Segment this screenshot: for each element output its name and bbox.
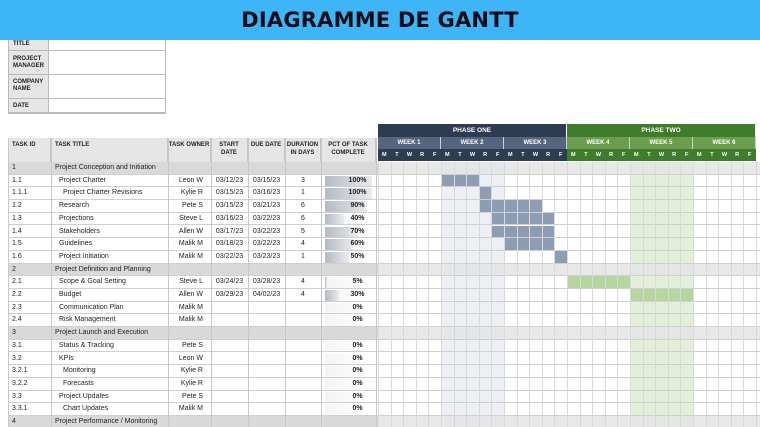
day-header: M [441,149,454,161]
info-row-company-name [9,75,165,99]
table-row[interactable] [8,314,760,327]
column-header-owner[interactable]: TASK OWNER [168,138,211,162]
day-divider [680,162,681,427]
cell-due: 03/21/23 [252,202,281,210]
table-row[interactable] [8,340,760,353]
cell-start: 03/15/23 [215,189,244,197]
column-header-id[interactable]: TASK ID [8,138,51,162]
table-row[interactable] [8,238,760,251]
column-header-title[interactable]: TASK TITLE [51,138,168,162]
cell-title[interactable]: Stakeholders [59,227,100,235]
day-divider [517,162,518,427]
day-divider [718,162,719,427]
cell-title[interactable]: Communication Plan [59,303,124,311]
day-divider [542,162,543,427]
cell-owner: Pete S [181,392,203,400]
table-row[interactable] [8,226,760,239]
cell-title[interactable]: Project Charter [59,176,107,184]
cell-id: 2.4 [12,316,22,324]
cell-dur: 6 [301,214,305,222]
cell-dur: 4 [301,291,305,298]
group-row[interactable] [8,327,760,340]
column-divider [321,138,322,427]
day-header: W [403,149,416,161]
day-header: F [680,149,693,161]
column-divider [285,138,286,427]
cell-id: 2 [12,265,16,273]
day-header: M [567,149,580,161]
cell-id: 3 [12,329,16,337]
day-divider [403,162,404,427]
cell-id: 3.1 [12,341,22,349]
pct-complete: 0% [352,405,363,413]
cell-owner: Pete S [181,202,203,210]
day-header: T [517,149,530,161]
pct-complete: 40% [350,214,365,222]
cell-owner: Pete S [181,341,203,349]
cell-id: 1.5 [12,240,22,248]
cell-id: 3.3.1 [12,405,28,413]
pct-complete: 60% [350,240,365,248]
table-row[interactable] [8,187,760,200]
week-header-5: WEEK 5 [630,137,693,149]
day-header: R [479,149,492,161]
day-divider [416,162,417,427]
cell-start: 03/18/23 [215,240,244,248]
cell-title[interactable]: Guidelines [59,240,93,248]
pct-complete: 0% [352,341,363,349]
day-header: W [466,149,479,161]
cell-owner: Allen W [178,227,203,235]
cell-title[interactable]: Project Launch and Execution [55,329,149,337]
day-divider [630,162,631,427]
day-header: R [416,149,429,161]
cell-title[interactable]: Research [59,202,89,210]
day-divider [428,162,429,427]
table-row[interactable] [8,403,760,416]
cell-title[interactable]: Project Conception and Initiation [55,164,156,171]
cell-title[interactable]: Project Performance / Monitoring [55,418,158,425]
column-divider [248,138,249,427]
cell-id: 3.3 [12,392,22,400]
cell-owner: Malik M [178,240,203,248]
cell-id: 2.1 [12,278,22,286]
group-row-gantt-bg [378,416,760,427]
cell-owner: Allen W [178,291,203,298]
info-label-project-manager: PROJECT MANAGER [9,51,49,74]
cell-id: 1.3 [12,214,22,222]
day-divider [454,162,455,427]
cell-dur [285,416,321,427]
info-value-project-manager[interactable] [49,51,165,74]
cell-dur: 1 [301,252,305,260]
cell-due [248,416,285,427]
cell-title[interactable]: Projections [59,214,94,222]
table-row[interactable] [8,353,760,366]
cell-title[interactable]: Project Initiation [59,252,109,260]
cell-dur: 4 [301,278,305,286]
table-row[interactable] [8,213,760,226]
day-divider [592,162,593,427]
cell-id: 2.3 [12,303,22,311]
day-header: T [580,149,593,161]
day-divider [605,162,606,427]
pct-complete: 50% [350,252,365,260]
pct-complete: 0% [352,316,363,324]
day-header: R [731,149,744,161]
day-divider [378,162,379,427]
day-divider [554,162,555,427]
cell-owner: Kylie R [180,379,203,387]
pct-complete: 0% [352,354,363,362]
day-header: W [655,149,668,161]
page-title: DIAGRAMME DE GANTT [241,8,519,32]
cell-owner: Leon W [178,176,203,184]
cell-title[interactable]: Project Updates [59,392,109,400]
group-row[interactable] [8,264,760,277]
cell-dur: 5 [301,227,305,235]
column-divider [211,138,212,427]
day-divider [743,162,744,427]
week-header-3: WEEK 3 [504,137,567,149]
info-value-date[interactable] [49,99,165,112]
cell-title[interactable]: Scope & Goal Setting [59,278,126,286]
cell-title[interactable]: Risk Management [59,316,116,324]
pct-complete: 90% [350,202,365,210]
table-row[interactable] [8,251,760,264]
day-divider [693,162,694,427]
day-header: M [693,149,706,161]
cell-title[interactable]: Budget [59,291,82,298]
day-header: R [605,149,618,161]
cell-title[interactable]: Status & Tracking [59,341,114,349]
day-header: M [504,149,517,161]
cell-due: 04/02/23 [252,291,281,298]
column-header-start[interactable]: START DATE [211,138,248,162]
cell-title[interactable]: Project Definition and Planning [55,265,151,273]
column-header-due[interactable]: DUE DATE [248,138,285,162]
cell-due: 03/23/23 [252,252,281,260]
cell-id: 3.2.1 [12,367,28,375]
cell-id: 1.4 [12,227,22,235]
cell-owner: Kylie R [180,367,203,375]
group-row[interactable] [8,162,760,175]
info-value-company-name[interactable] [49,75,165,98]
table-row[interactable] [8,302,760,315]
cell-owner: Steve L [179,214,203,222]
cell-id: 4 [12,418,16,425]
cell-dur: 1 [301,189,305,197]
day-header: F [743,149,756,161]
cell-due: 03/22/23 [252,240,281,248]
cell-due: 03/16/23 [252,189,281,197]
cell-owner: Malik M [178,405,203,413]
phase-header-2: PHASE TWO [567,124,756,137]
cell-id: 3.2 [12,354,22,362]
day-divider [466,162,467,427]
cell-start: 03/17/23 [215,227,244,235]
day-divider [756,162,757,427]
cell-start: 03/15/23 [215,202,244,210]
cell-owner: Steve L [179,278,203,286]
cell-due: 03/22/23 [252,227,281,235]
day-divider [479,162,480,427]
day-header: M [630,149,643,161]
week-header-4: WEEK 4 [567,137,630,149]
info-row-date [9,99,165,113]
cell-dur: 6 [301,202,305,210]
cell-title[interactable]: Forecasts [63,379,94,387]
cell-owner: Leon W [178,354,203,362]
pct-complete: 70% [350,227,365,235]
day-header: F [554,149,567,161]
day-divider [491,162,492,427]
column-divider [168,138,169,427]
day-header: W [592,149,605,161]
pct-complete: 0% [352,379,363,387]
day-divider [441,162,442,427]
column-divider [51,138,52,427]
day-divider [731,162,732,427]
cell-due: 03/15/23 [252,176,281,184]
cell-owner: Malik M [178,303,203,311]
cell-dur: 3 [301,176,305,184]
day-header: M [378,149,391,161]
day-header: T [454,149,467,161]
week-header-1: WEEK 1 [378,137,441,149]
cell-due: 03/22/23 [252,214,281,222]
day-header: W [529,149,542,161]
table-row[interactable] [8,378,760,391]
column-divider [376,138,377,427]
column-divider [8,138,9,427]
cell-title[interactable]: Chart Updates [63,405,109,413]
column-header-dur[interactable]: DURATION IN DAYS [285,138,321,162]
day-divider [668,162,669,427]
cell-start: 03/24/23 [215,278,244,286]
info-row-title [9,40,165,51]
day-divider [567,162,568,427]
info-label-company-name: COMPANY NAME [9,75,49,98]
cell-id: 1.1 [12,176,22,184]
cell-id: 3.2.2 [12,379,28,387]
cell-start: 03/12/23 [215,176,244,184]
phase-header-1: PHASE ONE [378,124,567,137]
week-header-6: WEEK 6 [693,137,756,149]
info-label-date: DATE [9,99,49,112]
cell-start: 03/16/23 [215,214,244,222]
day-header: F [491,149,504,161]
cell-owner: Malik M [178,316,203,324]
cell-id: 1 [12,164,16,171]
day-divider [617,162,618,427]
table-row[interactable] [8,289,760,302]
day-header: T [643,149,656,161]
pct-complete: 0% [352,392,363,400]
info-row-project-manager [9,51,165,75]
cell-start: 03/29/23 [215,291,244,298]
pct-complete: 0% [352,303,363,311]
day-divider [643,162,644,427]
cell-due: 03/28/23 [252,278,281,286]
pct-complete: 30% [350,291,365,298]
cell-owner: Malik M [178,252,203,260]
cell-owner: Kylie R [180,189,203,197]
pct-complete: 0% [352,367,363,375]
cell-start: 03/22/23 [215,252,244,260]
pct-complete: 100% [348,176,367,184]
day-divider [580,162,581,427]
pct-complete: 5% [352,278,363,286]
table-row[interactable] [8,365,760,378]
day-header: F [617,149,630,161]
day-header: R [668,149,681,161]
cell-start [211,416,248,427]
cell-title[interactable]: Project Charter Revisions [63,189,143,197]
day-header: T [706,149,719,161]
day-divider [655,162,656,427]
day-header: F [428,149,441,161]
info-label-title: TITLE [9,40,49,50]
cell-id: 1.1.1 [12,189,28,197]
table-row[interactable] [8,391,760,404]
cell-title[interactable]: Monitoring [63,367,96,375]
table-row[interactable] [8,175,760,188]
cell-id: 1.6 [12,252,22,260]
column-header-pct[interactable]: PCT OF TASK COMPLETE [321,138,376,162]
pct-complete: 100% [348,189,367,197]
table-row[interactable] [8,200,760,213]
title-banner [0,0,760,40]
cell-title[interactable]: KPIs [59,354,74,362]
day-divider [706,162,707,427]
cell-owner [168,416,211,427]
week-header-2: WEEK 2 [441,137,504,149]
cell-dur: 4 [301,240,305,248]
info-value-title[interactable] [49,40,165,50]
cell-id: 2.2 [12,291,22,298]
day-divider [504,162,505,427]
day-header: W [718,149,731,161]
cell-id: 1.2 [12,202,22,210]
day-header: R [542,149,555,161]
project-info-panel [8,40,166,114]
day-divider [529,162,530,427]
day-header: T [391,149,404,161]
day-divider [391,162,392,427]
table-row[interactable] [8,276,760,289]
group-row[interactable] [8,416,760,427]
